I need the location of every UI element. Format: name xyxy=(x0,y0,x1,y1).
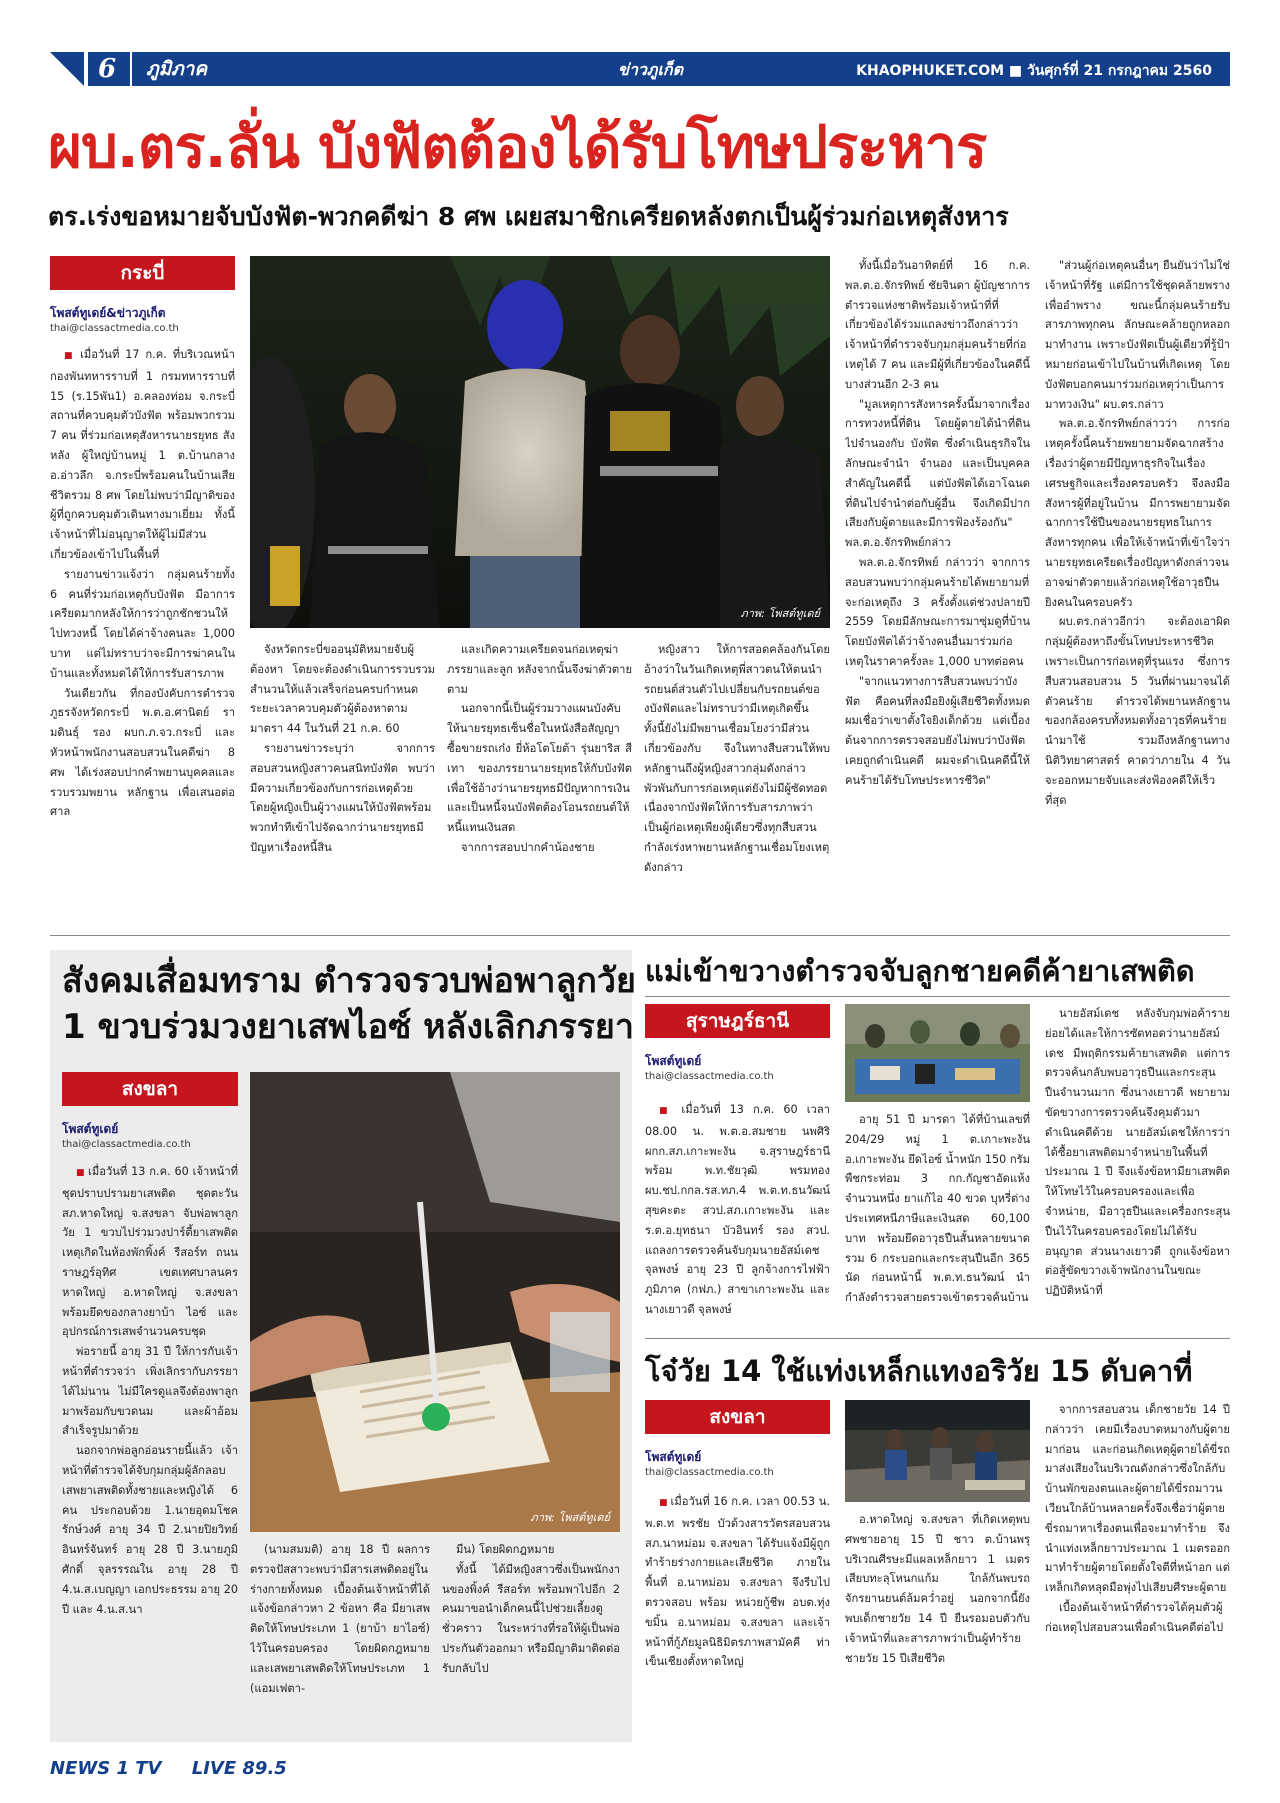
main-subhead: ตร.เร่งขอหมายจับบังฟัต-พวกคดีฆ่า 8 ศพ เผยสมาชิกเครียดหลังตกเป็นผู้ร่วมก่อเหตุสังหาร xyxy=(48,202,1009,231)
main-col-3 xyxy=(447,640,632,920)
section-divider xyxy=(50,935,1230,936)
header-bar xyxy=(88,52,1230,86)
paper-logo: ข่าวภูเก็ต xyxy=(618,60,683,79)
story3-col-3 xyxy=(1045,1004,1230,1325)
paragraph: พล.ต.อ.จักรทิพย์ กล่าวว่า จากการสอบสวนพบว่ากลุ่มคนร้ายได้พยายามที่จะก่อเหตุถึง 3 ครั้งตั้งแต่ช่วงปลายปี 2559 โดยมีลักษณะการมาซุ่มดูที่บ้าน โดยบังฟัตได้ว่าจ้างคนอื่นมาร่วมก่อเหตุในราคาครั้งละ 1,000 บาทต่อคน xyxy=(845,555,1030,668)
story3-headline: แม่เข้าขวางตำรวจจับลูกชายคดีค้ายาเสพติด xyxy=(645,954,1195,988)
location-tag: กระบี่ xyxy=(50,256,235,290)
story3-photo xyxy=(845,1004,1030,1102)
section-name: ภูมิภาค xyxy=(146,58,208,80)
story3-meta xyxy=(645,1004,830,1090)
location-tag: สงขลา xyxy=(645,1400,830,1434)
paragraph: ■ เมื่อวันที่ 16 ก.ค. เวลา 00.53 น. พ.ต.ท พรชัย บัวด้วงสารวัตรสอบสวน สภ.นาหม่อม จ.สงขลา ได้รับแจ้งมีผู้ถูกทำร้ายร่างกายและเสียชีวิต ภายในพื้นที่ อ.นาหม่อม จ.สงขลา จึงรีบไปตรวจสอบ พร้อม หน่วยกู้ชีพ อบต.ทุ่งขมิ้น อ.นาหม่อม จ.สงขลา และเจ้าหน้าที่กู้ภัยมูลนิธิมิตรภาพสามัคคี ท่าเข็นเชียงตั้งหาดใหญ่ xyxy=(645,1492,830,1672)
header-site-date: KHAOPHUKET.COM ■ วันศุกร์ที่ 21 กรกฎาคม 2560 xyxy=(856,63,1212,79)
story3-col-1 xyxy=(645,1100,830,1325)
paragraph: รายงานข่าวระบุว่า จากการสอบสวนหญิงสาวคนสนิทบังฟัต พบว่ามีความเกี่ยวข้องกับการก่อเหตุด้วย โดยผู้หญิงเป็นผู้วางแผนให้บังฟัตพร้อมพวกทำทีเข้าไปจัดฉากว่านายรยุทธมีปัญหาเรื่องหนี้สิน xyxy=(250,741,435,854)
paragraph: เบื้องต้นเจ้าหน้าที่ตำรวจได้คุมตัวผู้ก่อเหตุไปสอบสวนเพื่อดำเนินคดีต่อไป xyxy=(1045,1600,1224,1634)
story2-col-3 xyxy=(442,1540,620,1735)
story3-underline xyxy=(645,996,1230,997)
byline: โพสต์ทูเดย์&ข่าวภูเก็ต xyxy=(50,306,166,320)
header-corner-mark xyxy=(50,52,84,86)
paragraph: "ส่วนผู้ก่อเหตุคนอื่นๆ ยืนยันว่าไม่ใช่เจ้าหน้าที่รัฐ แต่มีการใช้ชุดคล้ายพรางเพื่ออำพราง ขณะนี้กลุ่มคนร้ายรับสารภาพทุกคน ลักษณะคล้ายถูกหลอกมาทำงาน เพราะบังฟัตเป็นผู้เดียวที่รู้ป้าหมายก่อนเข้าไปในบ้านที่เกิดเหตุ โดยบังฟัตบอกคนมาร่วมก่อเหตุว่าเป็นการมาทวงเงิน" ผบ.ตร.กล่าว xyxy=(1045,259,1230,411)
paragraph: วันเดียวกัน ที่กองบังคับการตำรวจภูธรจังหวัดกระบี่ พ.ต.อ.ศานิตย์ รามดินธุ์ รอง ผบก.ภ.จว.กระบี่ และหัวหน้าพนักงานสอบสวนในคดีฆ่า 8 ศพ ได้เร่งสอบปากคำพยานบุคคลและรวบรวมพยาน หลักฐาน เพื่อเสนอต่อศาล xyxy=(50,686,235,819)
paragraph: พ่อรายนี้ อายุ 31 ปี ให้การกับเจ้าหน้าที่ตำรวจว่า เพิ่งเลิกรากับภรรยาได้ไม่นาน ไม่มีใครดูแลจึงต้องพาลูกมาพร้อมกับขวดนม และผ้าอ้อมสำเร็จรูปมาด้วย xyxy=(62,1345,238,1438)
site-url: KHAOPHUKET.COM xyxy=(856,63,1005,79)
paragraph: "จากแนวทางการสืบสวนพบว่าบังฟัต คือคนที่ลงมือยิงผู้เสียชีวิตทั้งหมด ผมเชื่อว่าเขาตั้งใจยิงเด็กด้วย แต่เบื้องต้นจากการตรวจสอบยังไม่พบว่าบังฟัตเคยถูกดำเนินคดี ผมจะดำเนินคดีนี้ให้คนร้ายได้รับโทษประหารชีวิต" xyxy=(845,674,1030,787)
seized-items-image xyxy=(845,1004,1030,1102)
photo-credit: ภาพ: โพสต์ทูเดย์ xyxy=(740,607,820,620)
paragraph: จากการสอบสวน เด็กชายวัย 14 ปี กล่าวว่า เคยมีเรื่องบาดหมางกับผู้ตายมาก่อน และก่อนเกิดเหตุผู้ตายได้ขี่รถมาส่งเสียงในบริเวณดังกล่าวซึ่งใกล้กับบ้านพักของตนและผู้ตายได้ขี่รถมาวนเวียนใกล้บ้านหลายครั้งจึงเชื่อว่าผู้ตายขี่รถมาหาเรื่องตนเพื่อจะมาทำร้าย จึงนำแท่งเหล็กยาวประมาณ 1 เมตรออกมาทำร้ายผู้ตายโดยตั้งใจตีที่หน้าอก แต่เหล็กเกิดหลุดมือพุ่งไปเสียบศีรษะผู้ตาย xyxy=(1045,1403,1230,1595)
main-headline: ผบ.ตร.ลั่น บังฟัตต้องได้รับโทษประหาร xyxy=(48,113,987,181)
drug-paraphernalia-image xyxy=(250,1072,620,1532)
page-number: 6 xyxy=(88,52,132,86)
paragraph: "มูลเหตุการสังหารครั้งนี้มาจากเรื่องการทวงหนี้ที่ดิน โดยผู้ตายได้นำที่ดินไปจำนองกับ บังฟัต ซึ่งดำเนินธุรกิจในลักษณะจำนำ จำนอง และเป็นบุคคลสำคัญในคดีนี้ แต่บังฟัตได้เอาโฉนดที่ดินไปจำนำต่อกับผู้อื่น จึงเกิดมีปากเสียงกับผู้ตายและมีการฟ้องร้องกัน" พล.ต.อ.จักรทิพย์กล่าว xyxy=(845,397,1030,550)
story2-col-2 xyxy=(250,1540,430,1735)
photo-credit: ภาพ: โพสต์ทูเดย์ xyxy=(530,1511,610,1524)
main-col-2 xyxy=(250,640,435,920)
paragraph: ■ เมื่อวันที่ 13 ก.ค. 60 เจ้าหน้าที่ชุดปราบปรามยาเสพติด ชุดตะวัน สภ.หาดใหญ่ จ.สงขลา จับพ่อพาลูกวัย 1 ขวบไปร่วมวงปาร์ตี้ยาเสพติด เหตุเกิดในห้องพักพิ้งค์ รีสอร์ท ถนนราษฎร์อุทิศ เขตเทศบาลนครหาดใหญ่ อ.หาดใหญ่ จ.สงขลา พร้อมยึดของกลางยาบ้า ไอซ์ และอุปกรณ์การเสพจำนวนครบชุด xyxy=(62,1162,238,1342)
main-photo xyxy=(250,256,830,628)
footer-brand-radio: LIVE 89.5 xyxy=(191,1758,287,1779)
main-col-1 xyxy=(50,345,235,915)
issue-date: วันศุกร์ที่ 21 กรกฎาคม 2560 xyxy=(1027,63,1212,79)
story3-col-2 xyxy=(845,1110,1030,1325)
paragraph: และเกิดความเครียดจนก่อเหตุฆ่าภรรยาและลูก หลังจากนั้นจึงฆ่าตัวตายตาม xyxy=(447,643,632,696)
paragraph: ■ เมื่อวันที่ 17 ก.ค. ที่บริเวณหน้ากองพันทหารราบที่ 1 กรมทหารราบที่ 15 (ร.15พัน1) อ.คลองท่อม จ.กระบี่ สถานที่ควบคุมตัวบังฟัต พร้อมพวกรวม 7 คน ที่ร่วมก่อเหตุสังหารนายรยุทธ สังหลัง ผู้ใหญ่บ้านหมู่ 1 ต.บ้านกลาง อ.อ่าวลึก จ.กระบี่พร้อมคนในบ้านเสียชีวิตรวม 8 ศพ โดยไม่พบว่ามีญาติของผู้ที่ถูกควบคุมตัวเดินทางมาเยี่ยม ทั้งนี้เจ้าหน้าที่ไม่อนุญาตให้ผู้ไม่มีส่วนเกี่ยวข้องเข้าไปในพื้นที่ xyxy=(50,345,235,565)
story4-col-1 xyxy=(645,1492,830,1742)
story2-headline-1: สังคมเสื่อมทราม ตำรวจรวบพ่อพาลูกวัย xyxy=(62,961,636,1001)
byline-email: thai@classactmedia.co.th xyxy=(645,1071,774,1082)
location-tag: สงขลา xyxy=(62,1072,238,1106)
location-tag: สุราษฎร์ธานี xyxy=(645,1004,830,1038)
paragraph: นอกจากนี้เป็นผู้ร่วมวางแผนบังคับให้นายรยุทธเซ็นชื่อในหนังสือสัญญาซื้อขายรถเก๋ง ยี่ห้อโตโยต้า รุ่นยาริส สีเทา ของภรรยานายรยุทธให้กับบังฟัตเพื่อใช้อ้างว่านายรยุทธมีปัญหาการเงินและเป็นหนี้จนบังฟัตต้องโอนรถยนต์ให้หนี้แทนเงินสด xyxy=(447,702,632,835)
story4-col-3 xyxy=(1045,1400,1230,1742)
paragraph: หญิงสาว ให้การสอดคล้องกันโดยอ้างว่าในวันเกิดเหตุพี่สาวตนให้ตนนำรถยนต์ส่วนตัวไปเปลี่ยนกับรถยนต์ของบังฟัตและไม่ทราบว่ามีเหตุเกิดขึ้น ทั้งนี้ยังไม่มีพยานเชื่อมโยงว่ามีส่วนเกี่ยวข้องกับ จึงในทางสืบสวนให้พบหลักฐานถึงผู้หญิงสาวกลุ่มดังกล่าวพัวพันกับการก่อเหตุแต่ยังไม่มีผู้ซัดทอด เนื่องจากบังฟัตให้การรับสารภาพว่าเป็นผู้ก่อเหตุเพียงผู้เดียวซึ่งทุกสืบสวนกำลังเร่งหาพยานหลักฐานเชื่อมโยงเหตุดังกล่าว xyxy=(644,643,830,874)
story4-meta xyxy=(645,1400,830,1486)
byline: โพสต์ทูเดย์ xyxy=(645,1054,702,1068)
byline-email: thai@classactmedia.co.th xyxy=(50,323,179,334)
story4-col-2 xyxy=(845,1510,1030,1742)
byline: โพสต์ทูเดย์ xyxy=(645,1450,702,1464)
paragraph: มีน) โดยผิดกฎหมาย xyxy=(456,1543,555,1556)
story4-photo xyxy=(845,1400,1030,1502)
story2-headline-2: 1 ขวบร่วมวงยาเสพไอซ์ หลังเลิกภรรยา xyxy=(62,1007,634,1047)
paragraph: ผบ.ตร.กล่าวอีกว่า จะต้องเอาผิดกลุ่มผู้ต้องหาถึงขั้นโทษประหารชีวิต เพราะเป็นการก่อเหตุที่รุนแรง ซึ่งการสืบสวนสอบสวน 5 วันที่ผ่านมาจนได้ตัวคนร้าย ตำรวจได้พยานหลักฐานของกล้องครบทั้งหมดทั้งอาวุธที่คนร้ายนำมาใช้ รวมถึงหลักฐานทางนิติวิทยาศาสตร์ คาดว่าภายใน 4 วันจะออกหมายจับและส่งฟ้องคดีให้เร็วที่สุด xyxy=(1045,615,1230,807)
paragraph: พล.ต.อ.จักรทิพย์กล่าวว่า การก่อเหตุครั้งนี้คนร้ายพยายามจัดฉากสร้างเรื่องว่าผู้ตายมีปัญหาธุรกิจในเรื่องเศรษฐกิจและเรื่องครอบครัว จึงลงมือสังหารผู้ที่อยู่ในบ้าน มีการพยายามจัดฉากการใช้ปืนของนายรยุทธในการสังหารทุกคน เพื่อให้เจ้าหน้าที่เข้าใจว่านายรยุทธเครียดเรื่องปัญหาดังกล่าวจนอาจฆ่าตัวตายแล้วก่อเหตุใช้อาวุธปืนยิงคนในครอบครัว xyxy=(1045,417,1230,609)
byline-email: thai@classactmedia.co.th xyxy=(645,1467,774,1478)
paragraph: อ.หาดใหญ่ จ.สงขลา ที่เกิดเหตุพบศพชายอายุ 15 ปี ชาว ต.บ้านพรุ บริเวณศีรษะมีแผลเหล็กยาว 1 เมตรเสียบทะลุโหนกแก้ม ใกล้กันพบรถจักรยานยนต์ล้มคว่ำอยู่ นอกจากนี้ยังพบเด็กชายวัย 14 ปี ยืนรอมอบตัวกับเจ้าหน้าที่และสารภาพว่าเป็นผู้ทำร้ายชายวัย 15 ปีเสียชีวิต xyxy=(845,1513,1030,1665)
paragraph: นายอัสม์เดช หลังจับกุมพ่อค้ารายย่อยได้และให้การซัดทอดว่านายอัสม์เดช มีพฤติกรรมค้ายาเสพติด แต่การตรวจค้นกลับพบอาวุธปืนและกระสุนปืนจำนวนมาก ซึ่งนางเยาวดี พยายามขัดขวางการตรวจค้นจึงคุมตัวมาดำเนินคดีด้วย นายอัสม์เดชให้การว่าได้ซื้อยาเสพติดมาจำหน่ายในพื้นที่ประมาณ 1 ปี จึงแจ้งข้อหามียาเสพติดให้โทษไว้ในครอบครองและเพื่อจำหน่าย, มีอาวุธปืนและเครื่องกระสุนปืนไว้ในครอบครองโดยไม่ได้รับอนุญาต ส่วนนางเยาวดี ถูกแจ้งข้อหาต่อสู้ขัดขวางเจ้าพนักงานในขณะปฏิบัติหน้าที่ xyxy=(1045,1007,1230,1298)
paragraph: (นามสมมติ) อายุ 18 ปี ผลการตรวจปัสสาวะพบว่ามีสารเสพติดอยู่ในร่างกายทั้งหมด เบื้องต้นเจ้าหน้าที่ได้แจ้งข้อกล่าวหา 2 ข้อหา คือ มียาเสพติดให้โทษประเภท 1 (ยาบ้า ยาไอซ์) ไว้ในครอบครอง โดยผิดกฎหมาย และเสพยาเสพติดให้โทษประเภท 1 (แอมเฟตา- xyxy=(250,1543,430,1695)
main-col-5 xyxy=(845,256,1030,920)
paragraph: จากการสอบปากคำน้องชาย xyxy=(461,840,595,854)
page-header xyxy=(50,52,1230,86)
byline-email: thai@classactmedia.co.th xyxy=(62,1139,191,1150)
story2-meta xyxy=(62,1072,238,1158)
paragraph: จังหวัดกระบี่ขออนุมัติหมายจับผู้ต้องหา โดยจะต้องดำเนินการรวบรวมสำนวนให้แล้วเสร็จก่อนครบกำหนดระยะเวลาควบคุมตัวผู้ต้องหาตามมาตรา 44 ในวันที่ 21 ก.ค. 60 xyxy=(250,643,435,736)
paragraph: รายงานข่าวแจ้งว่า กลุ่มคนร้ายทั้ง 6 คนที่ร่วมก่อเหตุกับบังฟัต มีอาการเครียดมากหลังให้การว่าถูกชักชวนให้ไปทวงหนี้ โดยได้ค่าจ้างคนละ 1,000 บาท แต่ไม่ทราบว่าจะมีการฆ่าคนในบ้านและทั้งหมดได้ให้การรับสารภาพ xyxy=(50,567,235,680)
crime-scene-image xyxy=(845,1400,1030,1502)
paragraph: ทั้งนี้ ได้มีหญิงสาวซึ่งเป็นพนักงานของพิ้งค์ รีสอร์ท พร้อมพาไปอีก 2 คนมาขอนำเด็กคนนี้ไปช่วยเลี้ยงดูชั่วคราว ในระหว่างที่รอให้ผู้เป็นพ่อประกันตัวออกมา หรือมีญาติมาติดต่อรับกลับไป xyxy=(442,1562,620,1675)
main-col-4 xyxy=(644,640,830,920)
paragraph: นอกจากพ่อลูกอ่อนรายนี้แล้ว เจ้าหน้าที่ตำรวจได้จับกุมกลุ่มผู้ลักลอบเสพยาเสพติดทั้งชายและหญิงได้ 6 คน ประกอบด้วย 1.นายอุดมโชค รักษ์วงศ์ อายุ 34 ปี 2.นายปิยวิทย์ อินทร์จันทร์ อายุ 28 ปี 3.นายภูมิศักดิ์ จุลรรรณใน อายุ 28 ปี 4.น.ส.เบญญา เอกประธรรม อายุ 20 ปี และ 4.น.ส.นา xyxy=(62,1444,238,1616)
section-divider xyxy=(645,1338,1230,1339)
paragraph: อายุ 51 ปี มารดา ได้ที่บ้านเลขที่ 204/29 หมู่ 1 ต.เกาะพะงัน อ.เกาะพะงัน ยึดไอซ์ น้ำหนัก 150 กรัม พืชกระท่อม 3 กก.กัญชาอัดแห้งจำนวนหนึ่ง ยาแก้ไอ 40 ขวด บุหรี่ต่างประเทศหนีภาษีและเงินสด 60,100 บาท พร้อมยึดอาวุธปืนสั้นหลายขนาด รวม 6 กระบอกและกระสุนปืนอีก 365 นัด ก่อนหน้านี้ พ.ต.ท.ธนวัฒน์ นำกำลังตำรวจสายตรวจเข้าตรวจค้นบ้าน xyxy=(845,1113,1030,1305)
main-col-6 xyxy=(1045,256,1230,920)
footer-brand-tv: NEWS 1 TV xyxy=(50,1758,162,1779)
story2-photo xyxy=(250,1072,620,1532)
main-story-meta xyxy=(50,256,235,342)
byline: โพสต์ทูเดย์ xyxy=(62,1122,119,1136)
arrest-scene-image xyxy=(250,256,830,628)
story2-col-1 xyxy=(62,1162,238,1732)
story4-headline: โจ๋วัย 14 ใช้แท่งเหล็กแทงอริวัย 15 ดับคาที่ xyxy=(645,1354,1193,1388)
paragraph: ทั้งนี้เมื่อวันอาทิตย์ที่ 16 ก.ค. พล.ต.อ.จักรทิพย์ ชัยจินดา ผู้บัญชาการตำรวจแห่งชาติพร้อมเจ้าหน้าที่ที่เกี่ยวข้องได้ร่วมแถลงข่าวถึงกล่าวว่าเจ้าหน้าที่ตำรวจจับกุมกลุ่มคนร้ายที่ก่อเหตุได้ 7 คน และมีผู้ที่เกี่ยวข้องในคดีนี้บางส่วนอีก 2-3 คน xyxy=(845,259,1030,391)
page-footer xyxy=(50,1758,311,1779)
paragraph: ■ เมื่อวันที่ 13 ก.ค. 60 เวลา 08.00 น. พ.ต.อ.สมชาย นพศิริ ผกก.สภ.เกาะพะงัน จ.สุราษฎร์ธานี พร้อม พ.ท.ชัยวุฒิ พรมทอง ผบ.ชป.กกล.รส.ทภ.4 พ.ต.ท.ธนวัฒน์ สุขคะตะ สวป.สภ.เกาะพะงัน และ ร.ต.อ.ยุทธนา บัวอินทร์ รอง สวป. แถลงการตรวจค้นจับกุมนายอัสม์เดช จุลพงษ์ อายุ 23 ปี ลูกจ้างการไฟฟ้า ภูมิภาค (กฟภ.) สาขาเกาะพะงัน และนางเยาวดี จุลพงษ์ xyxy=(645,1100,830,1320)
